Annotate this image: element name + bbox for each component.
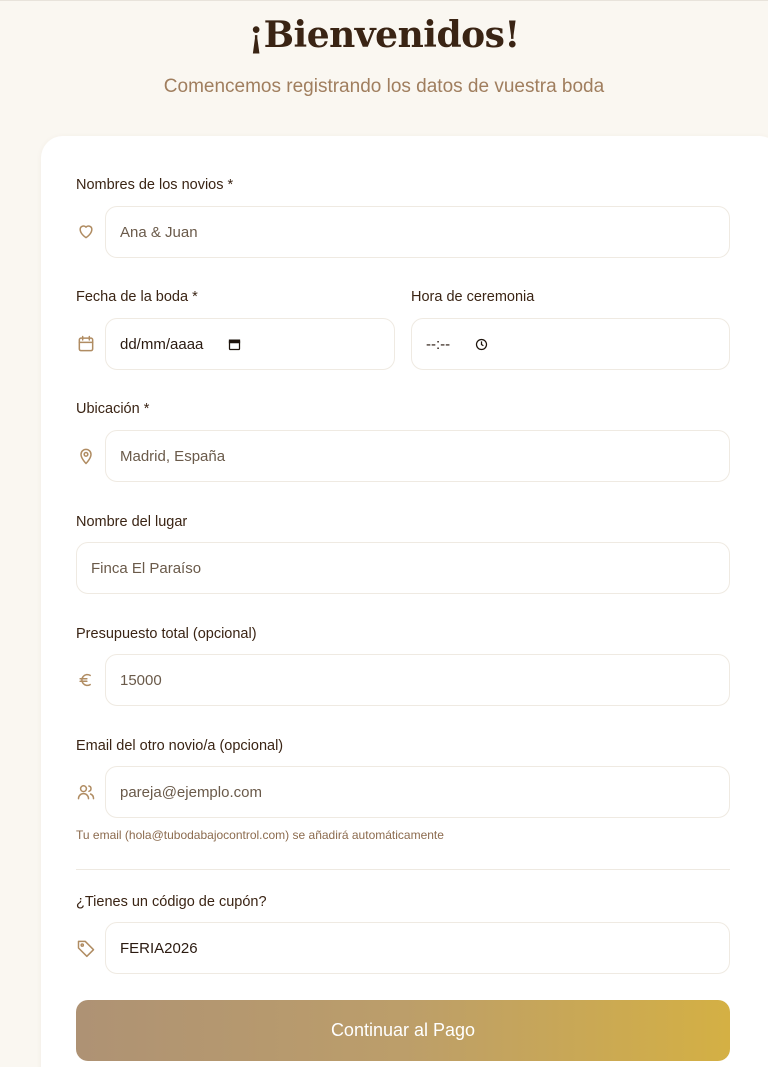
- coupon-label: ¿Tienes un código de cupón?: [76, 894, 267, 910]
- section-divider: [76, 869, 730, 870]
- coupon-value: FERIA2026: [120, 939, 198, 957]
- page-title: ¡Bienvenidos!: [248, 14, 520, 56]
- location-label: Ubicación *: [76, 401, 150, 417]
- budget-placeholder: 15000: [120, 671, 162, 689]
- wedding-date-label: Fecha de la boda *: [76, 289, 198, 305]
- coupon-input[interactable]: [105, 922, 730, 974]
- calendar-icon: [75, 333, 97, 355]
- partner-email-placeholder: pareja@ejemplo.com: [120, 783, 262, 801]
- venue-name-placeholder: Finca El Paraíso: [91, 559, 202, 577]
- budget-label: Presupuesto total (opcional): [76, 626, 257, 642]
- partner-email-hint: Tu email (hola@tubodabajocontrol.com) se añadirá automáticamente: [76, 828, 444, 842]
- couple-names-input[interactable]: [105, 206, 730, 258]
- couple-names-label: Nombres de los novios *: [76, 177, 234, 193]
- ceremony-time-placeholder: --:--: [426, 335, 451, 353]
- budget-input[interactable]: [105, 654, 730, 706]
- wedding-date-input[interactable]: [105, 318, 395, 370]
- partner-email-input[interactable]: [105, 766, 730, 818]
- location-placeholder: Madrid, España: [120, 447, 226, 465]
- venue-name-label: Nombre del lugar: [76, 514, 188, 530]
- heart-icon: [75, 220, 97, 242]
- ceremony-time-input[interactable]: [411, 318, 730, 370]
- euro-icon: [75, 669, 97, 691]
- location-input[interactable]: [105, 430, 730, 482]
- clock-icon[interactable]: [474, 337, 489, 352]
- venue-name-input[interactable]: [76, 542, 730, 594]
- ceremony-time-label: Hora de ceremonia: [411, 289, 535, 305]
- wedding-date-placeholder: dd/mm/aaaa: [120, 335, 204, 353]
- partner-email-label: Email del otro novio/a (opcional): [76, 738, 284, 754]
- page-subtitle: Comencemos registrando los datos de vuestra boda: [163, 76, 605, 97]
- tag-icon: [75, 937, 97, 959]
- map-pin-icon: [75, 445, 97, 467]
- top-divider: [0, 0, 768, 1]
- date-picker-icon[interactable]: [227, 337, 242, 352]
- couple-names-placeholder: Ana & Juan: [120, 223, 198, 241]
- users-icon: [75, 781, 97, 803]
- continue-to-payment-button[interactable]: Continuar al Pago: [76, 1000, 730, 1061]
